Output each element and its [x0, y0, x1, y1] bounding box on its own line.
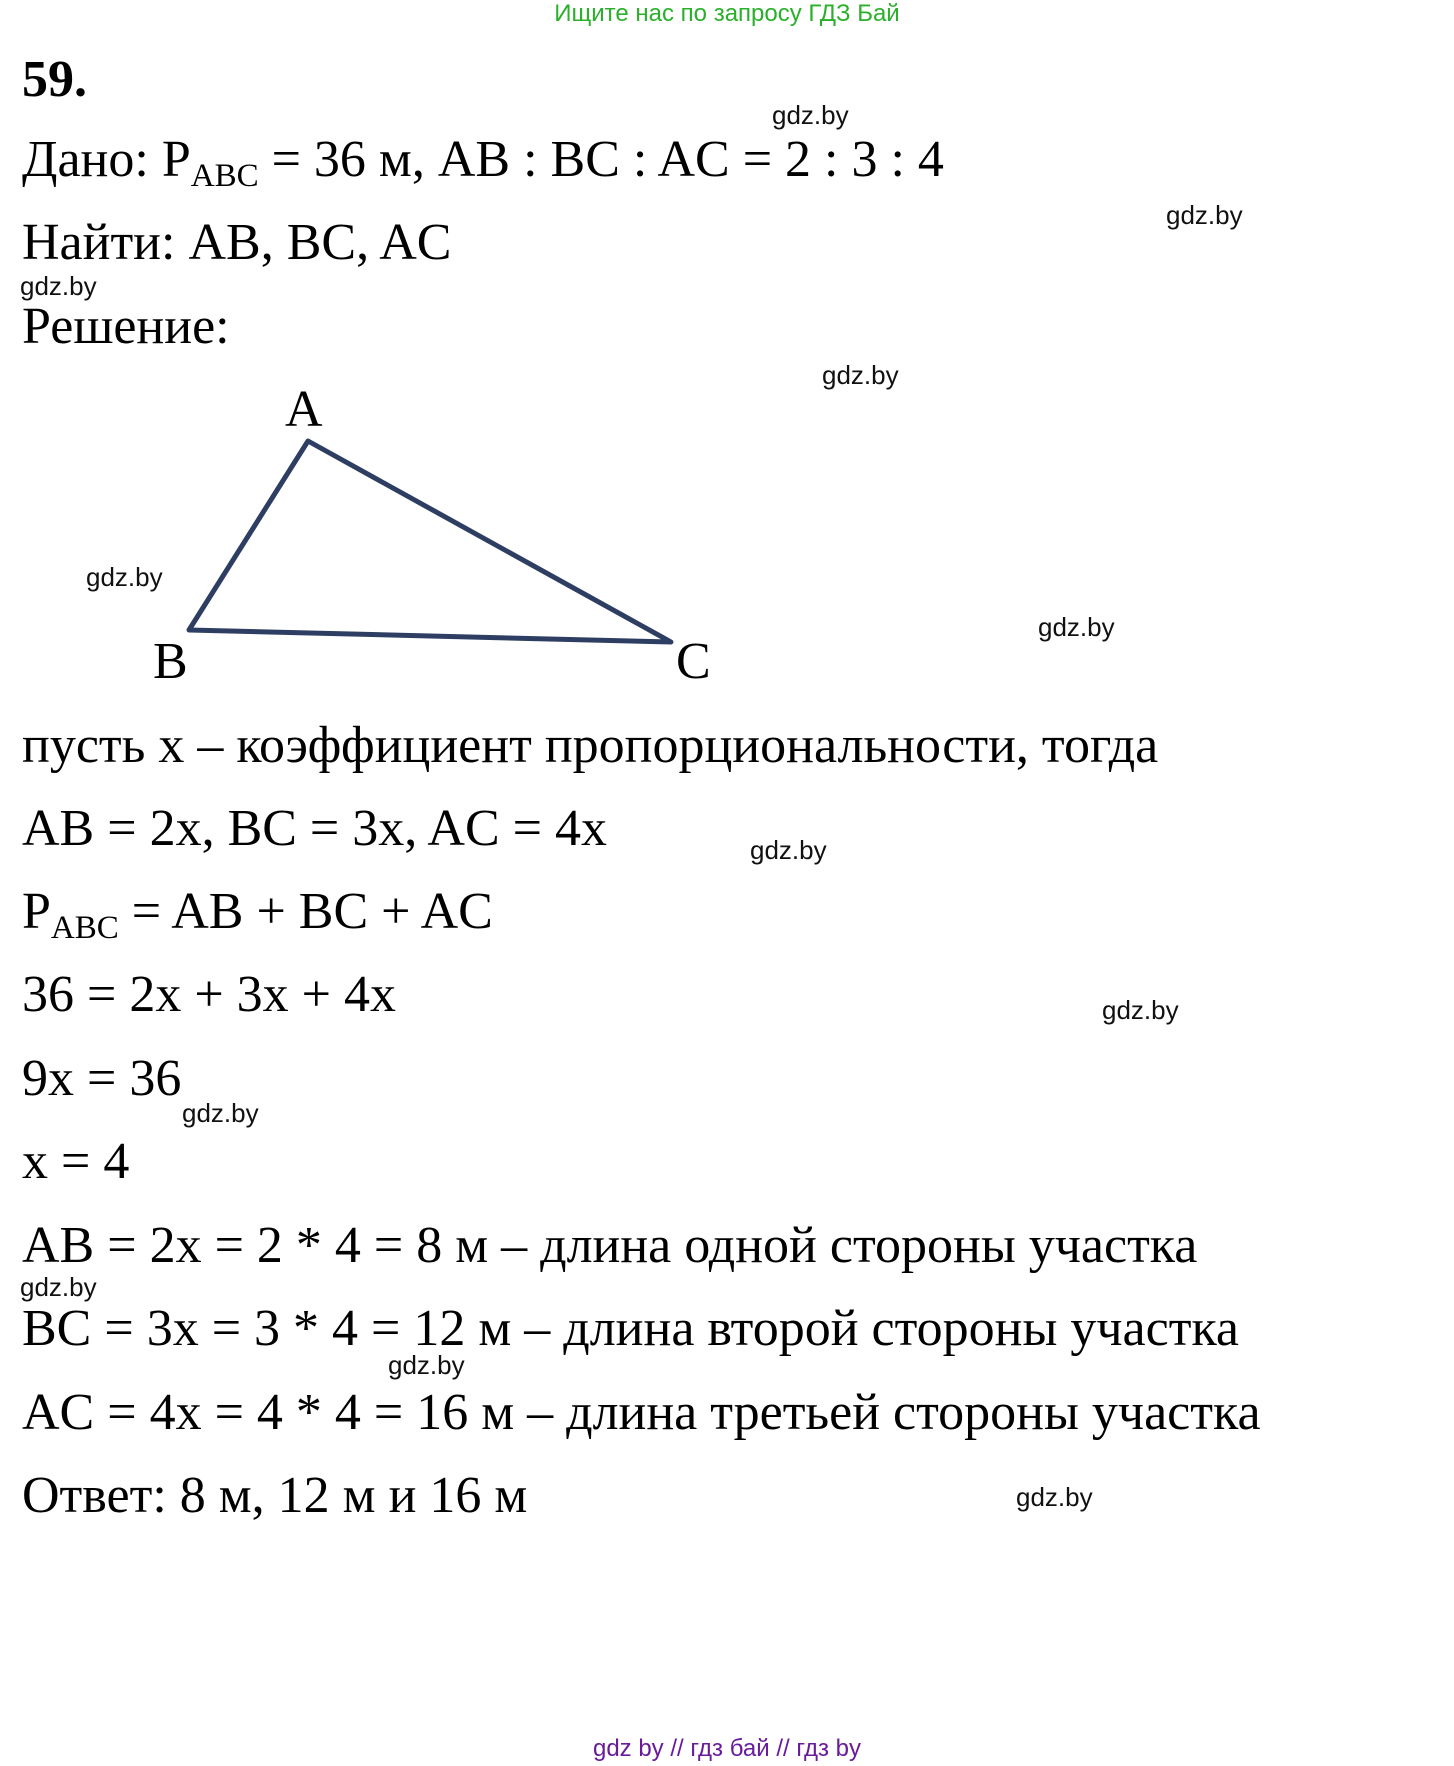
- step-9: AC = 4x = 4 * 4 = 16 м – длина третьей стороны участка: [22, 1384, 1261, 1441]
- answer-line: Ответ: 8 м, 12 м и 16 м: [22, 1467, 528, 1524]
- watermark: gdz.by: [822, 360, 899, 390]
- watermark: gdz.by: [1016, 1482, 1093, 1512]
- top-banner: Ищите нас по запросу ГДЗ Бай: [554, 0, 900, 27]
- watermark: gdz.by: [772, 100, 849, 130]
- watermark: gdz.by: [20, 271, 97, 301]
- step-6: x = 4: [22, 1133, 130, 1190]
- watermark: gdz.by: [1038, 612, 1115, 642]
- given-rest: = 36 м, AB : BC : AC = 2 : 3 : 4: [258, 131, 944, 188]
- step-3: [22, 882, 493, 958]
- watermark: gdz.by: [86, 562, 163, 592]
- step-4: 36 = 2x + 3x + 4x: [22, 966, 396, 1023]
- footer-links: gdz by // гдз бай // гдз by: [592, 1735, 862, 1762]
- vertex-c-label: C: [676, 633, 711, 690]
- find-line: Найти: AB, BC, AC: [22, 214, 452, 271]
- watermark: gdz.by: [182, 1098, 259, 1128]
- solution-label: Решение:: [22, 298, 230, 355]
- watermark: gdz.by: [20, 1272, 97, 1302]
- triangle-abc: [189, 441, 671, 642]
- step-8: BC = 3x = 3 * 4 = 12 м – длина второй стороны участка: [22, 1300, 1239, 1357]
- watermark: gdz.by: [1102, 995, 1179, 1025]
- step-5: 9x = 36: [22, 1050, 182, 1107]
- watermark: gdz.by: [1166, 200, 1243, 230]
- step-3-rest: = AB + BC + AC: [118, 883, 493, 940]
- vertex-a-label: A: [285, 381, 323, 438]
- step-1: пусть x – коэффициент пропорциональности, тогда: [22, 717, 1159, 774]
- watermark: gdz.by: [388, 1350, 465, 1380]
- problem-number: 59.: [22, 51, 87, 108]
- step-3-prefix: P: [22, 883, 51, 940]
- step-3-sub: ABC: [50, 910, 119, 946]
- vertex-b-label: B: [153, 633, 188, 690]
- watermark: gdz.by: [750, 835, 827, 865]
- step-2: AB = 2x, BC = 3x, AC = 4x: [22, 800, 607, 857]
- step-7: AB = 2x = 2 * 4 = 8 м – длина одной стороны участка: [22, 1217, 1198, 1274]
- given-prefix: Дано: P: [22, 131, 191, 188]
- given-sub: ABC: [190, 158, 259, 194]
